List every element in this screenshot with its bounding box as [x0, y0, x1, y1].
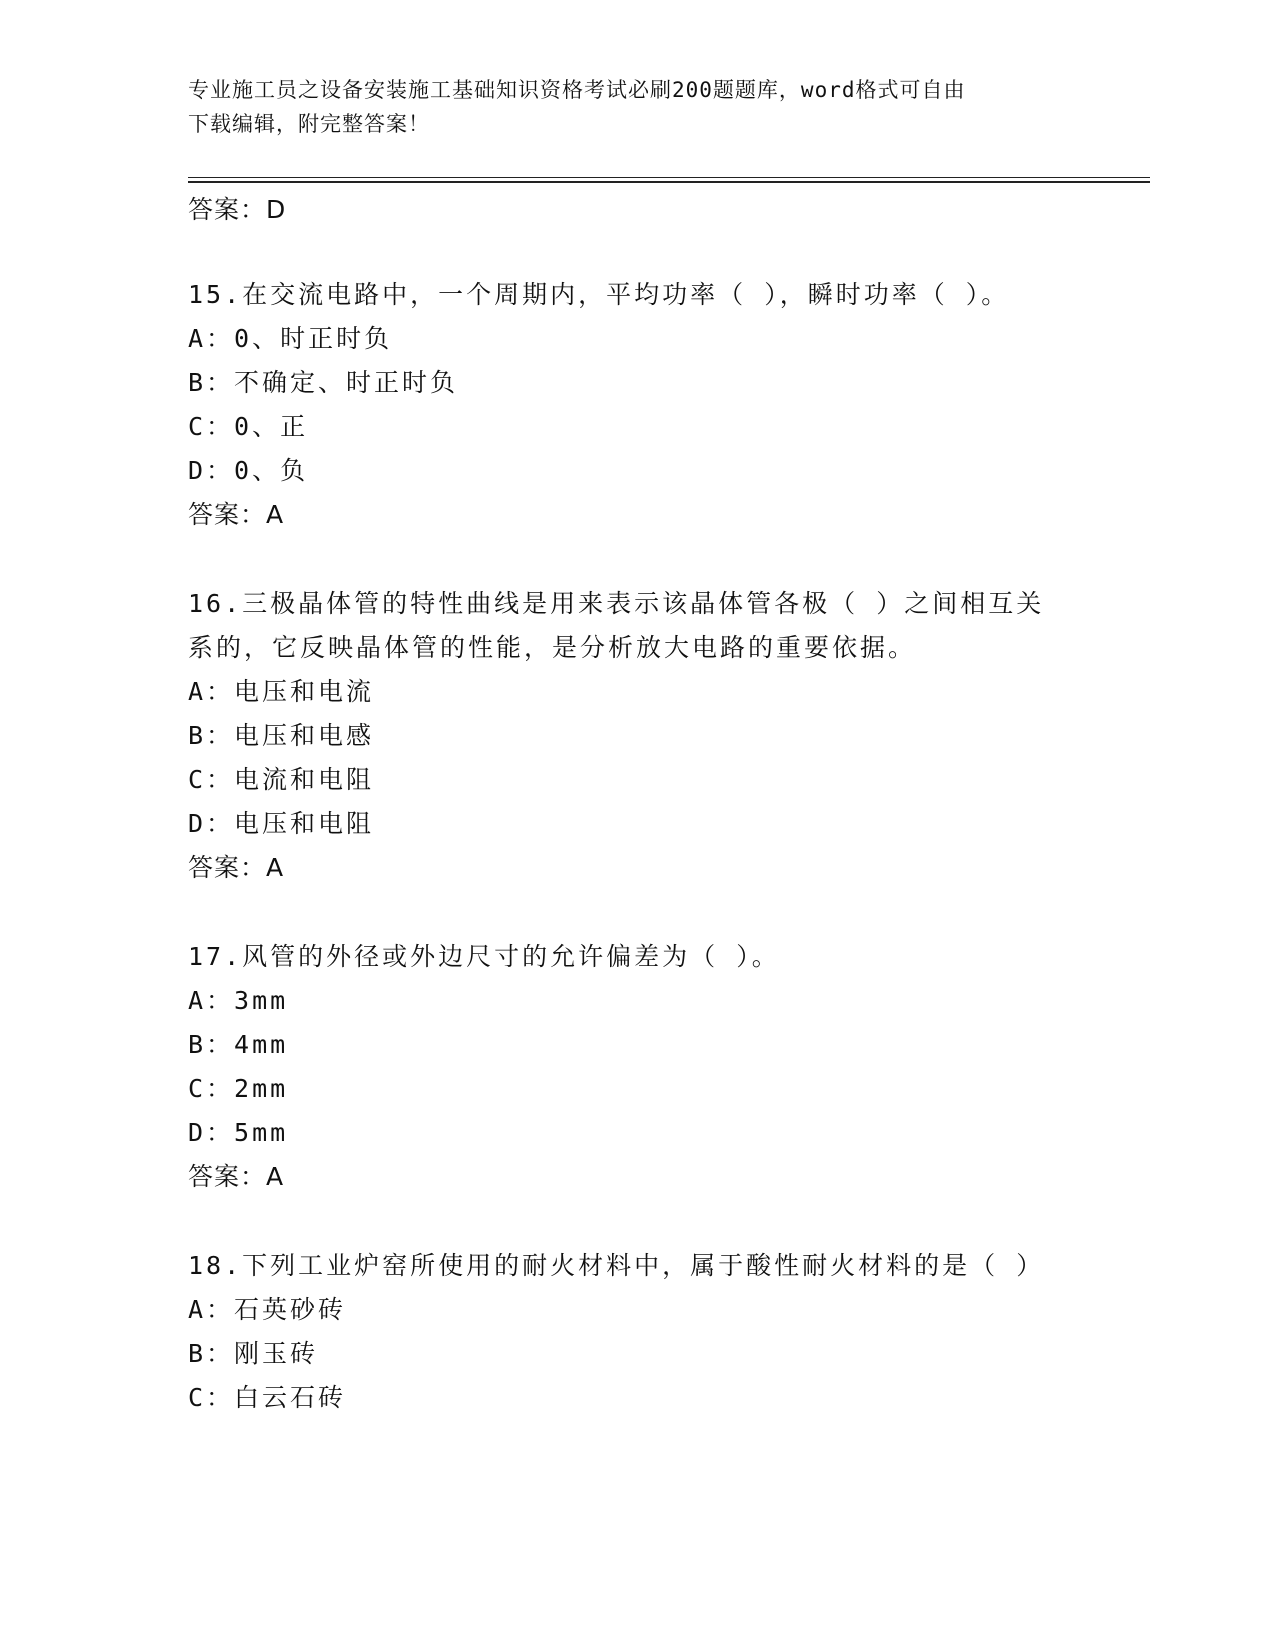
question-15-option-c: C：0、正	[188, 412, 309, 441]
question-16-stem-line-1: 16.三极晶体管的特性曲线是用来表示该晶体管各极（ ）之间相互关	[188, 589, 1045, 618]
question-16-option-a: A：电压和电流	[188, 677, 375, 706]
question-15-option-a: A：0、时正时负	[188, 324, 393, 353]
question-15-option-b: B：不确定、时正时负	[188, 368, 459, 397]
header-line-2: 下载编辑，附完整答案！	[188, 112, 430, 136]
question-16-option-b: B：电压和电感	[188, 721, 375, 750]
question-18-stem: 18.下列工业炉窑所使用的耐火材料中，属于酸性耐火材料的是（ ）	[188, 1251, 1045, 1280]
question-17-option-c: C：2mm	[188, 1074, 289, 1103]
question-15-option-d: D：0、负	[188, 456, 309, 485]
question-16-option-d: D：电压和电阻	[188, 809, 375, 838]
previous-answer: 答案：D	[188, 195, 287, 224]
question-15-stem: 15.在交流电路中，一个周期内，平均功率（ ），瞬时功率（ ）。	[188, 280, 1010, 309]
question-17-option-a: A：3mm	[188, 986, 289, 1015]
question-16-answer: 答案：A	[188, 853, 285, 882]
question-18-option-a: A：石英砂砖	[188, 1295, 347, 1324]
question-16-option-c: C：电流和电阻	[188, 765, 375, 794]
document-header	[188, 73, 1068, 141]
question-18-option-c: C：白云石砖	[188, 1383, 347, 1412]
header-line-1: 专业施工员之设备安装施工基础知识资格考试必刷200题题库，word格式可自由	[188, 78, 966, 102]
question-17-option-d: D：5mm	[188, 1118, 289, 1147]
question-15-answer: 答案：A	[188, 500, 285, 529]
question-16-stem-line-2: 系的，它反映晶体管的性能，是分析放大电路的重要依据。	[188, 633, 917, 662]
question-17-answer: 答案：A	[188, 1162, 285, 1191]
header-divider-thick	[188, 181, 1150, 183]
question-17-stem: 17.风管的外径或外边尺寸的允许偏差为（ ）。	[188, 942, 780, 971]
question-18-option-b: B：刚玉砖	[188, 1339, 319, 1368]
header-divider-thin	[188, 177, 1150, 178]
question-17-option-b: B：4mm	[188, 1030, 289, 1059]
